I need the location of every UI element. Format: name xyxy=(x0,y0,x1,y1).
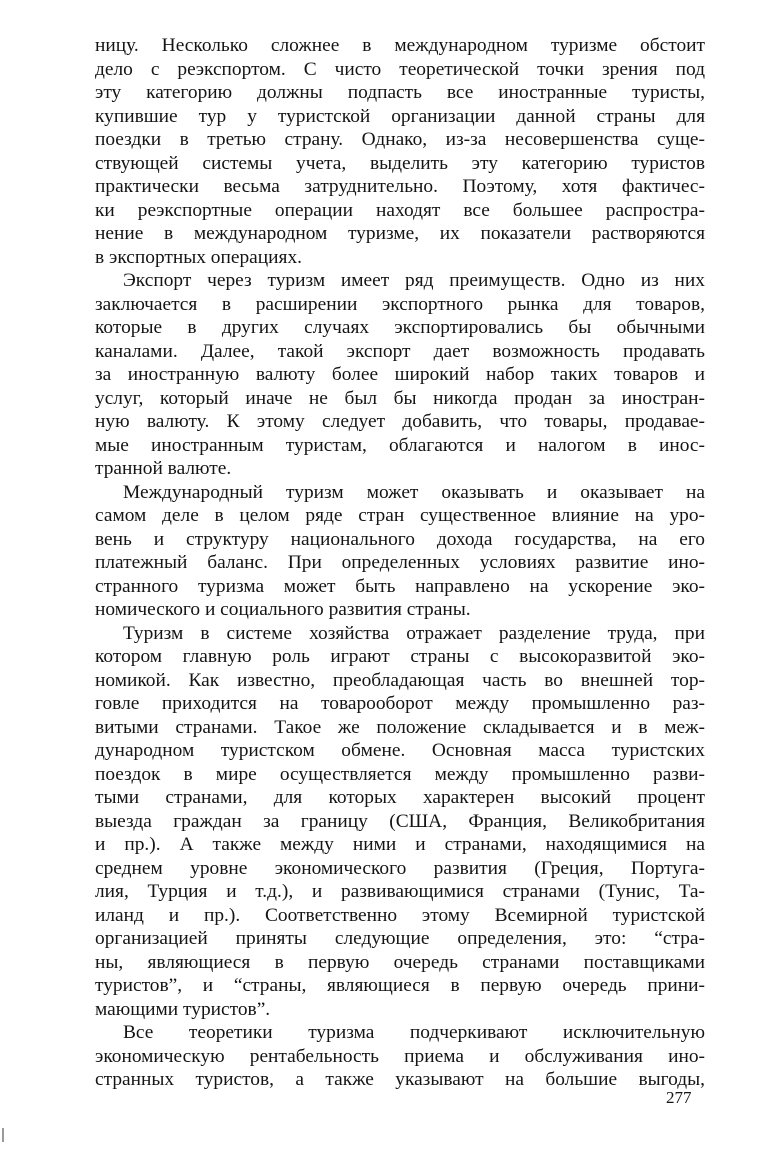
text-line: ствующей системы учета, выделить эту категорию туристов xyxy=(95,152,705,174)
text-line: среднем уровне экономического развития (Греция, Португа- xyxy=(95,857,705,879)
text-line: за иностранную валюту более широкий набор таких товаров и xyxy=(95,364,705,385)
text-line: мающими туристов”. xyxy=(95,998,271,1020)
text-line: лия, Турция и т.д.), и развивающимися странами (Тунис, Та- xyxy=(95,881,705,902)
text-line: номического и социального развития страны. xyxy=(95,599,471,620)
text-line: дународном туристском обмене. Основная масса туристских xyxy=(95,740,705,761)
text-line: практически весьма затруднительно. Поэтому, хотя фактичес- xyxy=(95,176,705,197)
text-line: странного туризма может быть направлено на ускорение эко- xyxy=(95,575,705,597)
text-line: странных туристов, а также указывают на большие выгоды, xyxy=(95,1069,705,1090)
text-line: дело с реэкспортом. С чисто теоретической точки зрения под xyxy=(95,58,705,80)
text-line: экономическую рентабельность приема и обслуживания ино- xyxy=(95,1045,705,1067)
scan-margin-mark xyxy=(2,1128,4,1142)
text-line: Экспорт через туризм имеет ряд преимуществ. Одно из них xyxy=(123,270,705,291)
text-line: Все теоретики туризма подчеркивают исключительную xyxy=(123,1022,705,1043)
text-line: номикой. Как известно, преобладающая часть во внешней тор- xyxy=(95,669,705,691)
body-text xyxy=(95,34,705,1092)
text-line: поездки в третью страну. Однако, из-за несовершенства суще- xyxy=(95,129,705,150)
text-line: платежный баланс. При определенных условиях развитие ино- xyxy=(95,552,705,573)
text-line: выезда граждан за границу (США, Франция, Великобритания xyxy=(95,810,705,832)
text-line: ную валюту. К этому следует добавить, что товары, продавае- xyxy=(95,411,705,432)
text-line: тыми странами, для которых характерен высокий процент xyxy=(95,787,705,808)
text-line: эту категорию должны подпасть все иностранные туристы, xyxy=(95,82,705,103)
paragraph-reexport xyxy=(95,34,705,269)
paragraph-export-advantages xyxy=(95,269,705,481)
text-line: в экспортных операциях. xyxy=(95,246,303,268)
text-line: ки реэкспортные операции находят все большее распростра- xyxy=(95,199,705,221)
text-line: каналами. Далее, такой экспорт дает возможность продавать xyxy=(95,340,705,362)
text-line: заключается в расширении экспортного рынка для товаров, xyxy=(95,293,705,315)
text-line: ны, являющиеся в первую очередь странами поставщиками xyxy=(95,951,705,973)
text-line: самом деле в целом ряде стран существенное влияние на уро- xyxy=(95,505,705,526)
text-line: организацией приняты следующие определения, это: “стра- xyxy=(95,928,705,949)
paragraph-division-of-labor xyxy=(95,622,705,1022)
text-line: мые иностранным туристам, облагаются и налогом в инос- xyxy=(95,434,705,456)
text-line: Международный туризм может оказывать и оказывает на xyxy=(123,481,705,503)
text-line: купившие тур у туристской организации данной страны для xyxy=(95,105,705,127)
text-line: услуг, который иначе не был бы никогда продан за иностран- xyxy=(95,387,705,409)
text-line: поездок в мире осуществляется между промышленно разви- xyxy=(95,763,705,785)
text-line: которые в других случаях экспортировались бы обычными xyxy=(95,317,705,338)
text-line: витыми странами. Такое же положение складывается и в меж- xyxy=(95,716,705,738)
paragraph-profitability xyxy=(95,1021,705,1092)
text-line: нение в международном туризме, их показатели растворяются xyxy=(95,223,705,244)
text-line: ницу. Несколько сложнее в международном туризме обстоит xyxy=(95,35,705,56)
text-line: иланд и пр.). Соответственно этому Всемирной туристской xyxy=(95,904,705,926)
text-line: вень и структуру национального дохода государства, на его xyxy=(95,528,705,550)
text-line: говле приходится на товарооборот между промышленно раз- xyxy=(95,693,705,714)
text-line: Туризм в системе хозяйства отражает разделение труда, при xyxy=(123,622,705,644)
text-line: котором главную роль играют страны с высокоразвитой эко- xyxy=(95,646,705,667)
text-line: транной валюте. xyxy=(95,458,232,479)
text-line: и пр.). А также между ними и странами, находящимися на xyxy=(95,834,705,855)
page-number: 277 xyxy=(666,1088,692,1107)
paragraph-international-tourism xyxy=(95,481,705,622)
text-line: туристов”, и “страны, являющиеся в первую очередь прини- xyxy=(95,975,705,996)
